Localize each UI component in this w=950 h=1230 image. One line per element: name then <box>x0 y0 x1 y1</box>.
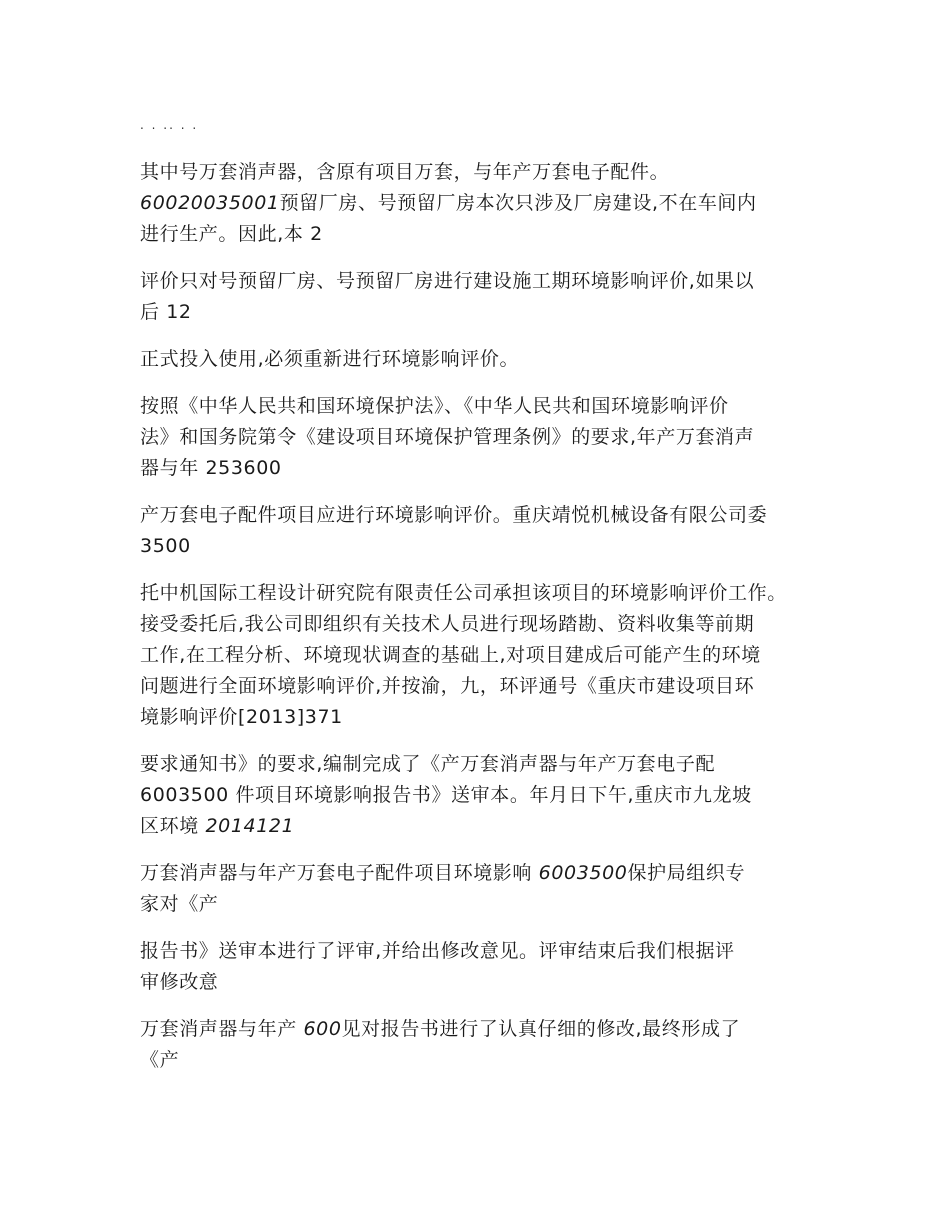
text-segment: 进行生产。因此,本 2 <box>140 223 323 245</box>
text-line <box>140 578 830 609</box>
italic-number: 6003500 <box>538 862 628 884</box>
text-line <box>140 453 830 484</box>
text-line <box>140 640 830 671</box>
text-segment: 托中机国际工程设计研究院有限责任公司承担该项目的环境影响评价工作。 <box>140 582 787 604</box>
text-line <box>140 157 830 188</box>
text-segment: 器与年 253600 <box>140 457 282 479</box>
text-segment: 工作,在工程分析、环境现状调查的基础上,对项目建成后可能产生的环境 <box>140 644 761 666</box>
text-segment: 正式投入使用,必须重新进行环境影响评价。 <box>140 348 520 370</box>
text-line <box>140 344 830 375</box>
text-line <box>140 266 830 297</box>
text-line <box>140 671 830 702</box>
text-line <box>140 391 830 422</box>
text-line <box>140 531 830 562</box>
text-line <box>140 188 830 219</box>
text-line <box>140 297 830 328</box>
text-line <box>140 811 830 842</box>
italic-number: 60020035001 <box>140 192 280 214</box>
text-line <box>140 500 830 531</box>
text-segment: 其中号万套消声器，含原有项目万套，与年产万套电子配件。 <box>140 161 670 183</box>
paragraph <box>140 157 830 250</box>
italic-number: 2014121 <box>205 815 295 837</box>
paragraph <box>140 266 830 328</box>
text-line <box>140 780 830 811</box>
text-line <box>140 889 830 920</box>
text-segment: 见对报告书进行了认真仔细的修改,最终形成了 <box>341 1018 741 1040</box>
text-line <box>140 967 830 998</box>
text-segment: 按照《中华人民共和国环境保护法》、《中华人民共和国环境影响评价 <box>140 395 729 417</box>
text-segment: 预留厂房、号预留厂房本次只涉及厂房建设,不在车间内 <box>279 192 757 214</box>
paragraph <box>140 858 830 920</box>
text-line <box>140 702 830 733</box>
header-dots: . . .. . . <box>140 118 199 132</box>
paragraph <box>140 344 830 375</box>
text-line <box>140 936 830 967</box>
text-segment: 区环境 <box>140 815 206 837</box>
text-line <box>140 1014 830 1045</box>
text-segment: 万套消声器与年产万套电子配件项目环境影响 <box>140 862 539 884</box>
text-segment: 要求通知书》的要求,编制完成了《产万套消声器与年产万套电子配 <box>140 753 716 775</box>
text-segment: 保护局组织专 <box>627 862 746 884</box>
paragraph <box>140 391 830 484</box>
text-line <box>140 749 830 780</box>
paragraph <box>140 1014 830 1076</box>
paragraph <box>140 749 830 842</box>
text-line <box>140 609 830 640</box>
text-line <box>140 219 830 250</box>
text-segment: 报告书》送审本进行了评审,并给出修改意见。评审结束后我们根据评 <box>140 940 735 962</box>
text-segment: 万套消声器与年产 <box>140 1018 304 1040</box>
text-segment: 后 12 <box>140 301 192 323</box>
text-segment: 评价只对号预留厂房、号预留厂房进行建设施工期环境影响评价,如果以 <box>140 270 755 292</box>
text-segment: 法》和国务院第令《建设项目环境保护管理条例》的要求,年产万套消声 <box>140 426 755 448</box>
text-line <box>140 858 830 889</box>
text-segment: 《产 <box>140 1049 180 1071</box>
text-segment: 产万套电子配件项目应进行环境影响评价。重庆靖悦机械设备有限公司委 <box>140 504 768 526</box>
text-line <box>140 422 830 453</box>
paragraph <box>140 578 830 733</box>
text-segment: 问题进行全面环境影响评价,并按渝，九，环评通号《重庆市建设项目环 <box>140 675 755 697</box>
paragraph <box>140 500 830 562</box>
text-line <box>140 1045 830 1076</box>
text-segment: 3500 <box>140 535 191 557</box>
italic-number: 600 <box>303 1018 342 1040</box>
paragraph <box>140 936 830 998</box>
document-body <box>140 157 830 1092</box>
text-segment: 家对《产 <box>140 893 219 915</box>
text-segment: 6003500 件项目环境影响报告书》送审本。年月日下午,重庆市九龙坡 <box>140 784 752 806</box>
text-segment: 接受委托后,我公司即组织有关技术人员进行现场踏勘、资料收集等前期 <box>140 613 755 635</box>
text-segment: 境影响评价[2013]371 <box>140 706 343 728</box>
text-segment: 审修改意 <box>140 971 219 993</box>
